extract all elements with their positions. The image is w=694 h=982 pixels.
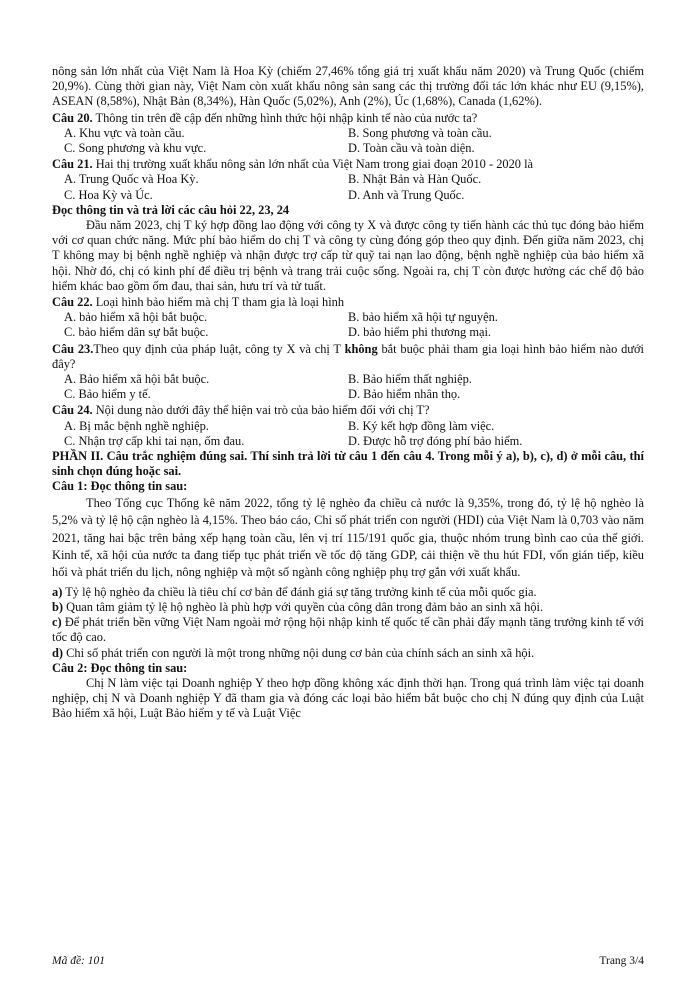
- option-d: D. Toàn cầu và toàn diện.: [348, 141, 475, 156]
- page-footer: [52, 955, 644, 967]
- statement-label: a): [52, 584, 63, 599]
- option-d: D. bảo hiểm phi thương mại.: [348, 325, 492, 340]
- reading-paragraph: Đầu năm 2023, chị T ký hợp đồng lao động với công ty X và được công ty tiến hành các thủ tục đóng bảo hiểm với cơ quan chức năng. Mức phí bảo hiểm do chị T và công ty cùng đóng góp theo quy định. Đến giữa năm 2023, chị T không may bị bệnh nghề nghiệp và nhận được trợ cấp từ quỹ tai nạn lao động, bệnh nghề nghiệp của bảo hiểm xã hội. Nhờ đó, chị có kinh phí để điều trị bệnh và trang trải cuộc sống. Ngoài ra, chị T còn được hưởng các chế độ bảo hiểm khác bao gồm ốm đau, thai sản, hưu trí và tử tuất.: [52, 218, 644, 293]
- option-c: C. Hoa Kỳ và Úc.: [64, 187, 153, 202]
- statement-label: b): [52, 599, 64, 614]
- statement-label: d): [52, 645, 64, 660]
- emphasis-word: không: [344, 341, 378, 356]
- part-2-heading: PHẦN II. Câu trắc nghiệm đúng sai. Thí sinh trả lời từ câu 1 đến câu 4. Trong mỗi ý a), b), c), d) ở mỗi câu, thí sinh chọn đúng hoặc sai.: [52, 449, 644, 479]
- question-text: Loại hình bảo hiểm mà chị T tham gia là loại hình: [92, 295, 345, 310]
- option-a: A. Bị mắc bệnh nghề nghiệp.: [64, 418, 209, 433]
- true-false-question-2: [52, 661, 644, 722]
- statement-text: Chỉ số phát triển con người là một trong những nội dung cơ bản của chính sách an sinh xã hội.: [63, 645, 535, 660]
- question-23: [52, 342, 644, 403]
- answer-options: [52, 310, 644, 340]
- statement-d: [52, 646, 644, 661]
- reading-paragraph: Theo Tổng cục Thống kê năm 2022, tổng tỷ lệ nghèo đa chiều cả nước là 9,35%, trong đó, tỷ lệ hộ nghèo là 5,2% và tỷ lệ hộ cận nghèo là 4,15%. Theo báo cáo, Chỉ số phát triển con người (HDI) của Việt Nam là 0,703 vào năm 2021, tăng hai bậc trên bảng xếp hạng toàn cầu, lên vị trí 115/191 quốc gia, thuộc nhóm trung bình cao của thế giới. Kinh tế, xã hội của nước ta đang tiếp tục phát triển về tốc độ tăng GDP, cải thiện về thu hút FDI, vốn gián tiếp, kiều hối và phát triển du lịch, nông nghiệp và một số ngành công nghiệp phụ trợ gắn với xuất khẩu.: [52, 495, 644, 580]
- statement-text: Tỷ lệ hộ nghèo đa chiều là tiêu chí cơ bản để đánh giá sự tăng trưởng kinh tế của mỗi quốc gia.: [62, 584, 537, 599]
- option-b: B. Nhật Bản và Hàn Quốc.: [348, 172, 482, 187]
- option-c: C. Nhận trợ cấp khi tai nạn, ốm đau.: [64, 433, 245, 448]
- option-a: A. Bảo hiểm xã hội bắt buộc.: [64, 372, 210, 387]
- option-a: A. bảo hiểm xã hội bắt buộc.: [64, 310, 208, 325]
- question-number: Câu 20.: [52, 110, 93, 125]
- option-a: A. Khu vực và toàn cầu.: [64, 125, 185, 140]
- intro-paragraph: nông sản lớn nhất của Việt Nam là Hoa Kỳ (chiếm 27,46% tổng giá trị xuất khẩu năm 2020) và Trung Quốc (chiếm 20,9%). Cùng thời gian này, Việt Nam còn xuất khẩu nông sản sang các thị trường đối tác lớn khác như EU (9,15%), ASEAN (8,58%), Nhật Bản (8,34%), Hàn Quốc (5,02%), Anh (2%), Úc (1,68%), Canada (1,62%).: [52, 64, 644, 109]
- option-b: B. Ký kết hợp đồng làm việc.: [348, 418, 495, 433]
- page-number: Trang 3/4: [599, 955, 644, 967]
- answer-options: [52, 172, 644, 202]
- question-number: Câu 23.: [52, 341, 94, 356]
- exam-code: Mã đề: 101: [52, 955, 106, 967]
- question-text: Nội dung nào dưới đây thể hiện vai trò của bảo hiểm đối với chị T?: [92, 403, 430, 418]
- question-text: Hai thị trường xuất khẩu nông sản lớn nhất của Việt Nam trong giai đoạn 2010 - 2020 là: [92, 157, 534, 172]
- option-d: D. Bảo hiểm nhân thọ.: [348, 387, 461, 402]
- statement-text: Quan tâm giảm tỷ lệ hộ nghèo là phù hợp với quyền của công dân trong đảm bảo an sinh xã hội.: [63, 599, 544, 614]
- option-c: C. bảo hiểm dân sự bắt buộc.: [64, 325, 209, 340]
- option-d: D. Anh và Trung Quốc.: [348, 187, 465, 202]
- question-heading: Câu 2: Đọc thông tin sau:: [52, 660, 188, 675]
- answer-options: [52, 419, 644, 449]
- statement-label: c): [52, 615, 62, 630]
- statement-c: [52, 615, 644, 645]
- question-20: [52, 111, 644, 157]
- question-21: [52, 157, 644, 203]
- question-22: [52, 295, 644, 341]
- question-number: Câu 24.: [52, 403, 93, 418]
- question-text: Theo quy định của pháp luật, công ty X và chị T: [93, 341, 345, 356]
- question-number: Câu 21.: [52, 157, 93, 172]
- answer-options: [52, 372, 644, 402]
- option-c: C. Song phương và khu vực.: [64, 141, 207, 156]
- option-d: D. Được hỗ trợ đóng phí bảo hiểm.: [348, 433, 523, 448]
- question-text: Thông tin trên đề cập đến những hình thức hội nhập kinh tế nào của nước ta?: [92, 110, 478, 125]
- question-text-end: bắt buộc phải tham gia loại hình bảo hiểm nào dưới đây?: [52, 341, 644, 371]
- option-b: B. Song phương và toàn cầu.: [348, 125, 492, 140]
- statement-a: [52, 585, 644, 600]
- option-b: B. Bảo hiểm thất nghiệp.: [348, 372, 472, 387]
- option-b: B. bảo hiểm xã hội tự nguyện.: [348, 310, 498, 325]
- statement-text: Để phát triển bền vững Việt Nam ngoài mở rộng hội nhập kinh tế quốc tế cần phải đẩy mạnh tăng trưởng kinh tế với tốc độ cao.: [52, 615, 644, 645]
- option-a: A. Trung Quốc và Hoa Kỳ.: [64, 172, 199, 187]
- reading-paragraph: Chị N làm việc tại Doanh nghiệp Y theo hợp đồng không xác định thời hạn. Trong quá trình làm việc tại doanh nghiệp, chị N và Doanh nghiệp Y đã tham gia và đóng các loại bảo hiểm bắt buộc cho chị N đúng quy định của Luật Bảo hiểm xã hội, Luật Bảo hiểm y tế và Luật Việc: [52, 675, 644, 721]
- exam-page: [52, 64, 644, 722]
- question-24: [52, 403, 644, 449]
- reading-heading: Đọc thông tin và trả lời các câu hỏi 22, 23, 24: [52, 202, 290, 217]
- answer-options: [52, 126, 644, 156]
- statement-b: [52, 600, 644, 615]
- question-heading: Câu 1: Đọc thông tin sau:: [52, 479, 188, 494]
- question-number: Câu 22.: [52, 295, 93, 310]
- true-false-question-1: [52, 479, 644, 660]
- option-c: C. Bảo hiểm y tế.: [64, 387, 151, 402]
